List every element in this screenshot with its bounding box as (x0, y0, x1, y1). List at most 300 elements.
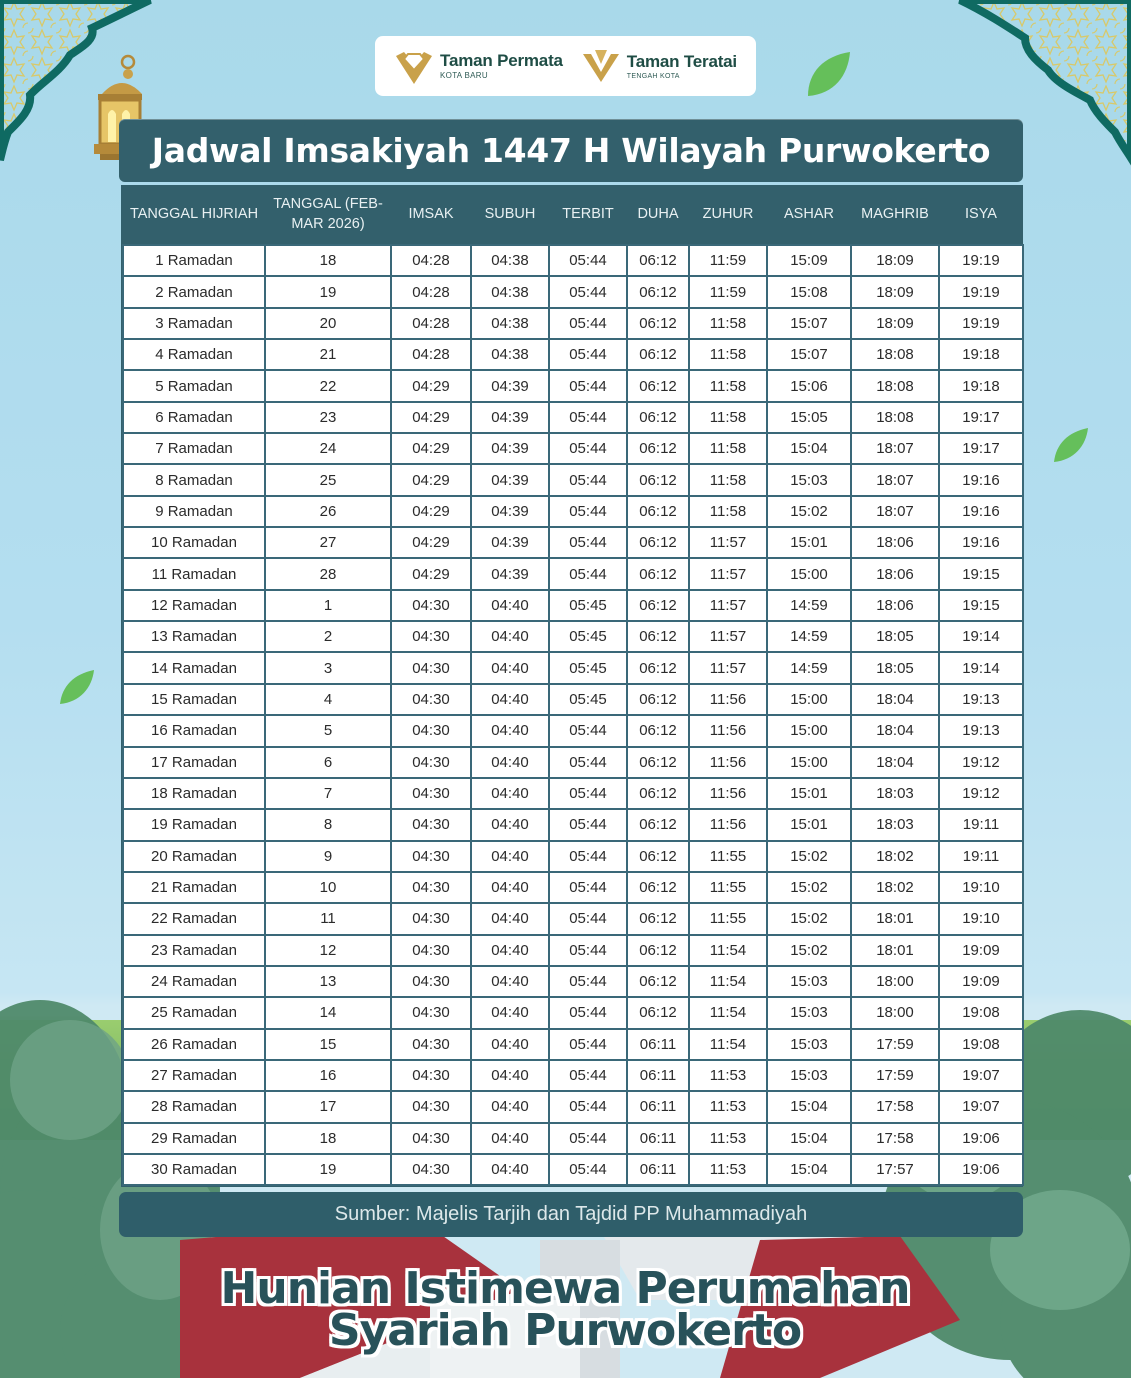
table-cell: 15:00 (767, 684, 851, 715)
table-cell: 11:58 (689, 496, 767, 527)
table-cell: 18:03 (851, 778, 939, 809)
table-cell: 11 (265, 903, 391, 934)
table-cell: 4 Ramadan (123, 339, 265, 370)
brand-logo-card (375, 36, 756, 96)
table-cell: 04:28 (391, 308, 471, 339)
table-cell: 06:12 (627, 684, 689, 715)
table-cell: 04:40 (471, 966, 549, 997)
leaf-icon (804, 48, 854, 100)
table-cell: 19:19 (939, 245, 1023, 276)
table-cell: 04:30 (391, 903, 471, 934)
table-cell: 04:30 (391, 778, 471, 809)
table-cell: 15:01 (767, 809, 851, 840)
table-cell: 11:58 (689, 402, 767, 433)
table-cell: 1 (265, 590, 391, 621)
table-cell: 19:14 (939, 621, 1023, 652)
table-cell: 17 Ramadan (123, 747, 265, 778)
table-cell: 04:39 (471, 370, 549, 401)
table-cell: 17 (265, 1091, 391, 1122)
table-cell: 11:55 (689, 841, 767, 872)
table-cell: 05:44 (549, 747, 627, 778)
table-cell: 18:02 (851, 872, 939, 903)
table-cell: 05:44 (549, 276, 627, 307)
table-cell: 19:06 (939, 1123, 1023, 1154)
table-cell: 9 Ramadan (123, 496, 265, 527)
table-cell: 11:54 (689, 1029, 767, 1060)
table-cell: 05:44 (549, 1091, 627, 1122)
table-cell: 04:29 (391, 527, 471, 558)
table-row (123, 684, 1023, 715)
table-cell: 8 (265, 809, 391, 840)
table-cell: 04:30 (391, 747, 471, 778)
table-cell: 06:12 (627, 652, 689, 683)
table-cell: 7 (265, 778, 391, 809)
table-row (123, 841, 1023, 872)
table-cell: 05:45 (549, 652, 627, 683)
table-cell: 06:12 (627, 339, 689, 370)
table-cell: 06:12 (627, 464, 689, 495)
table-cell: 19:13 (939, 715, 1023, 746)
table-cell: 05:44 (549, 809, 627, 840)
table-cell: 19:12 (939, 747, 1023, 778)
table-cell: 19 (265, 1154, 391, 1185)
table-cell: 05:44 (549, 715, 627, 746)
table-row (123, 339, 1023, 370)
table-cell: 06:12 (627, 370, 689, 401)
table-cell: 17:59 (851, 1029, 939, 1060)
table-cell: 11:57 (689, 527, 767, 558)
table-cell: 11:58 (689, 464, 767, 495)
table-cell: 15:02 (767, 496, 851, 527)
table-cell: 04:40 (471, 841, 549, 872)
table-cell: 18:06 (851, 527, 939, 558)
table-cell: 04:29 (391, 433, 471, 464)
lotus-chevron-logo-icon (581, 46, 621, 86)
table-cell: 11:57 (689, 621, 767, 652)
table-cell: 06:11 (627, 1091, 689, 1122)
table-cell: 16 Ramadan (123, 715, 265, 746)
table-cell: 11 Ramadan (123, 558, 265, 589)
table-cell: 19:07 (939, 1060, 1023, 1091)
table-cell: 18:03 (851, 809, 939, 840)
table-cell: 06:11 (627, 1154, 689, 1185)
table-cell: 04:40 (471, 684, 549, 715)
table-cell: 10 (265, 872, 391, 903)
table-row (123, 433, 1023, 464)
table-cell: 19:12 (939, 778, 1023, 809)
table-cell: 15:07 (767, 308, 851, 339)
table-cell: 3 Ramadan (123, 308, 265, 339)
table-cell: 19:09 (939, 935, 1023, 966)
table-cell: 1 Ramadan (123, 245, 265, 276)
table-cell: 19:13 (939, 684, 1023, 715)
table-cell: 15:07 (767, 339, 851, 370)
table-cell: 05:44 (549, 935, 627, 966)
table-cell: 04:30 (391, 621, 471, 652)
table-cell: 28 Ramadan (123, 1091, 265, 1122)
table-cell: 11:58 (689, 370, 767, 401)
table-cell: 21 (265, 339, 391, 370)
table-cell: 11:53 (689, 1154, 767, 1185)
table-cell: 04:30 (391, 935, 471, 966)
table-cell: 18:04 (851, 747, 939, 778)
table-cell: 24 (265, 433, 391, 464)
table-cell: 19 (265, 276, 391, 307)
table-cell: 04:40 (471, 872, 549, 903)
table-cell: 05:44 (549, 527, 627, 558)
table-cell: 19:16 (939, 464, 1023, 495)
table-cell: 18:00 (851, 966, 939, 997)
table-cell: 15:05 (767, 402, 851, 433)
table-cell: 17:58 (851, 1123, 939, 1154)
table-cell: 12 (265, 935, 391, 966)
table-cell: 19:18 (939, 370, 1023, 401)
table-cell: 19:10 (939, 872, 1023, 903)
table-cell: 6 Ramadan (123, 402, 265, 433)
table-cell: 19:09 (939, 966, 1023, 997)
table-cell: 20 Ramadan (123, 841, 265, 872)
table-cell: 18:07 (851, 464, 939, 495)
table-cell: 4 (265, 684, 391, 715)
table-cell: 15:03 (767, 464, 851, 495)
table-cell: 11:55 (689, 903, 767, 934)
table-cell: 06:12 (627, 841, 689, 872)
table-cell: 05:44 (549, 558, 627, 589)
table-row (123, 245, 1023, 276)
table-cell: 04:40 (471, 652, 549, 683)
table-cell: 17:59 (851, 1060, 939, 1091)
column-header: SUBUH (471, 185, 549, 245)
table-cell: 06:12 (627, 496, 689, 527)
table-cell: 04:30 (391, 1154, 471, 1185)
table-cell: 04:40 (471, 1029, 549, 1060)
table-cell: 22 (265, 370, 391, 401)
table-cell: 06:12 (627, 872, 689, 903)
table-cell: 19:17 (939, 402, 1023, 433)
table-cell: 19:15 (939, 590, 1023, 621)
table-cell: 04:40 (471, 809, 549, 840)
tagline-line-2: Syariah Purwokerto (328, 1305, 802, 1356)
table-cell: 11:58 (689, 433, 767, 464)
table-cell: 15:00 (767, 558, 851, 589)
table-row (123, 1154, 1023, 1185)
table-cell: 05:44 (549, 1123, 627, 1154)
tagline (150, 1263, 980, 1356)
table-cell: 06:12 (627, 558, 689, 589)
table-cell: 05:45 (549, 621, 627, 652)
column-header: ZUHUR (689, 185, 767, 245)
table-cell: 04:39 (471, 558, 549, 589)
table-cell: 05:44 (549, 966, 627, 997)
table-cell: 18:06 (851, 558, 939, 589)
table-cell: 18:07 (851, 496, 939, 527)
table-cell: 04:40 (471, 1123, 549, 1154)
table-row (123, 652, 1023, 683)
table-cell: 20 (265, 308, 391, 339)
table-cell: 23 Ramadan (123, 935, 265, 966)
table-cell: 11:53 (689, 1123, 767, 1154)
table-cell: 25 Ramadan (123, 997, 265, 1028)
table-cell: 04:30 (391, 841, 471, 872)
column-header: IMSAK (391, 185, 471, 245)
table-cell: 04:30 (391, 652, 471, 683)
table-row (123, 935, 1023, 966)
table-cell: 15:09 (767, 245, 851, 276)
table-cell: 06:12 (627, 935, 689, 966)
table-cell: 16 (265, 1060, 391, 1091)
table-cell: 05:45 (549, 590, 627, 621)
table-cell: 19:06 (939, 1154, 1023, 1185)
table-cell: 19:19 (939, 308, 1023, 339)
page-title: Jadwal Imsakiyah 1447 H Wilayah Purwokerto (151, 131, 991, 170)
table-cell: 04:29 (391, 558, 471, 589)
table-cell: 05:44 (549, 903, 627, 934)
table-cell: 19 Ramadan (123, 809, 265, 840)
column-header: TANGGAL (FEB-MAR 2026) (265, 185, 391, 245)
table-cell: 15:02 (767, 935, 851, 966)
table-cell: 04:30 (391, 966, 471, 997)
brand-name: Taman Permata (440, 51, 563, 70)
table-cell: 11:54 (689, 997, 767, 1028)
table-cell: 04:30 (391, 997, 471, 1028)
table-cell: 06:12 (627, 527, 689, 558)
table-cell: 14 (265, 997, 391, 1028)
table-cell: 06:11 (627, 1060, 689, 1091)
table-row (123, 1091, 1023, 1122)
imsakiyah-table (121, 185, 1023, 1187)
table-cell: 11:54 (689, 966, 767, 997)
table-cell: 04:40 (471, 621, 549, 652)
table-cell: 04:29 (391, 370, 471, 401)
table-cell: 04:38 (471, 276, 549, 307)
table-cell: 05:44 (549, 1029, 627, 1060)
table-cell: 04:29 (391, 402, 471, 433)
table-cell: 18:04 (851, 715, 939, 746)
leaf-icon (1052, 426, 1090, 464)
table-row (123, 370, 1023, 401)
table-cell: 04:38 (471, 245, 549, 276)
table-cell: 30 Ramadan (123, 1154, 265, 1185)
table-cell: 04:40 (471, 1060, 549, 1091)
table-cell: 04:38 (471, 339, 549, 370)
table-cell: 04:39 (471, 496, 549, 527)
table-cell: 06:12 (627, 715, 689, 746)
table-cell: 15:04 (767, 1091, 851, 1122)
table-cell: 05:44 (549, 1154, 627, 1185)
table-body (123, 245, 1023, 1185)
table-cell: 04:40 (471, 1154, 549, 1185)
table-cell: 11:54 (689, 935, 767, 966)
table-cell: 7 Ramadan (123, 433, 265, 464)
table-cell: 04:30 (391, 715, 471, 746)
table-cell: 15:01 (767, 527, 851, 558)
table-cell: 18:01 (851, 903, 939, 934)
table-cell: 05:44 (549, 339, 627, 370)
table-cell: 18:06 (851, 590, 939, 621)
table-row (123, 809, 1023, 840)
table-cell: 04:40 (471, 778, 549, 809)
table-cell: 04:28 (391, 276, 471, 307)
table-cell: 06:12 (627, 809, 689, 840)
table-row (123, 747, 1023, 778)
table-cell: 04:40 (471, 715, 549, 746)
table-cell: 06:12 (627, 903, 689, 934)
table-cell: 21 Ramadan (123, 872, 265, 903)
table-cell: 15 (265, 1029, 391, 1060)
table-row (123, 872, 1023, 903)
table-row (123, 1123, 1023, 1154)
source-bar (119, 1192, 1023, 1237)
table-cell: 2 (265, 621, 391, 652)
table-cell: 18:05 (851, 652, 939, 683)
table-cell: 18:08 (851, 370, 939, 401)
table-cell: 05:44 (549, 308, 627, 339)
table-cell: 04:39 (471, 402, 549, 433)
table-cell: 18:02 (851, 841, 939, 872)
table-cell: 04:39 (471, 464, 549, 495)
table-cell: 29 Ramadan (123, 1123, 265, 1154)
table-cell: 18:05 (851, 621, 939, 652)
table-cell: 05:44 (549, 1060, 627, 1091)
table-cell: 19:16 (939, 527, 1023, 558)
table-cell: 11:53 (689, 1060, 767, 1091)
table-cell: 05:44 (549, 841, 627, 872)
table-cell: 06:12 (627, 245, 689, 276)
table-cell: 2 Ramadan (123, 276, 265, 307)
table-cell: 11:58 (689, 339, 767, 370)
table-row (123, 527, 1023, 558)
table-cell: 15:04 (767, 433, 851, 464)
table-cell: 15:00 (767, 747, 851, 778)
table-cell: 5 (265, 715, 391, 746)
table-cell: 19:08 (939, 1029, 1023, 1060)
table-cell: 06:11 (627, 1123, 689, 1154)
table-cell: 06:12 (627, 747, 689, 778)
table-cell: 04:30 (391, 1060, 471, 1091)
table-row (123, 715, 1023, 746)
table-cell: 04:30 (391, 1123, 471, 1154)
table-cell: 11:56 (689, 747, 767, 778)
table-row (123, 621, 1023, 652)
table-cell: 23 (265, 402, 391, 433)
table-cell: 11:59 (689, 245, 767, 276)
table-cell: 06:12 (627, 276, 689, 307)
table-cell: 04:30 (391, 1091, 471, 1122)
table-cell: 05:44 (549, 997, 627, 1028)
table-cell: 11:57 (689, 558, 767, 589)
table-cell: 06:12 (627, 997, 689, 1028)
table-cell: 06:11 (627, 1029, 689, 1060)
brand-subtitle: TENGAH KOTA (626, 72, 680, 80)
table-cell: 17:57 (851, 1154, 939, 1185)
table-row (123, 1060, 1023, 1091)
table-cell: 17:58 (851, 1091, 939, 1122)
table-cell: 15:02 (767, 903, 851, 934)
title-bar (119, 119, 1023, 182)
table-cell: 22 Ramadan (123, 903, 265, 934)
table-cell: 19:07 (939, 1091, 1023, 1122)
column-header: TERBIT (549, 185, 627, 245)
table-cell: 25 (265, 464, 391, 495)
table-cell: 04:40 (471, 935, 549, 966)
table-cell: 06:12 (627, 778, 689, 809)
table-cell: 15:06 (767, 370, 851, 401)
table-cell: 11:56 (689, 809, 767, 840)
table-cell: 5 Ramadan (123, 370, 265, 401)
table-cell: 18:09 (851, 308, 939, 339)
table-row (123, 966, 1023, 997)
table-row (123, 778, 1023, 809)
table-cell: 26 Ramadan (123, 1029, 265, 1060)
table-cell: 04:29 (391, 496, 471, 527)
table-cell: 8 Ramadan (123, 464, 265, 495)
table-cell: 11:56 (689, 715, 767, 746)
table-cell: 3 (265, 652, 391, 683)
table-cell: 05:45 (549, 684, 627, 715)
table-cell: 27 (265, 527, 391, 558)
table-cell: 06:12 (627, 402, 689, 433)
table-cell: 15 Ramadan (123, 684, 265, 715)
table-row (123, 464, 1023, 495)
table-cell: 15:04 (767, 1154, 851, 1185)
table-cell: 15:03 (767, 966, 851, 997)
column-header: TANGGAL HIJRIAH (123, 185, 265, 245)
table-cell: 11:57 (689, 590, 767, 621)
table-cell: 15:03 (767, 997, 851, 1028)
table-cell: 06:12 (627, 590, 689, 621)
table-cell: 05:44 (549, 370, 627, 401)
table-cell: 04:30 (391, 684, 471, 715)
table-cell: 06:12 (627, 621, 689, 652)
table-cell: 15:08 (767, 276, 851, 307)
source-text: Sumber: Majelis Tarjih dan Tajdid PP Muhammadiyah (334, 1203, 808, 1225)
table-cell: 05:44 (549, 778, 627, 809)
table-cell: 11:59 (689, 276, 767, 307)
table-cell: 19:17 (939, 433, 1023, 464)
table-cell: 26 (265, 496, 391, 527)
table-cell: 04:30 (391, 590, 471, 621)
table-cell: 04:40 (471, 903, 549, 934)
table-cell: 05:44 (549, 245, 627, 276)
table-row (123, 402, 1023, 433)
table-cell: 05:44 (549, 872, 627, 903)
table-cell: 11:56 (689, 778, 767, 809)
table-cell: 14 Ramadan (123, 652, 265, 683)
table-cell: 05:44 (549, 433, 627, 464)
table-cell: 19:18 (939, 339, 1023, 370)
table-cell: 18:08 (851, 339, 939, 370)
table-cell: 06:12 (627, 308, 689, 339)
table-cell: 11:55 (689, 872, 767, 903)
table-cell: 11:53 (689, 1091, 767, 1122)
column-header: ISYA (939, 185, 1023, 245)
table-cell: 28 (265, 558, 391, 589)
brand-name: Taman Teratai (626, 51, 737, 71)
table-cell: 27 Ramadan (123, 1060, 265, 1091)
table-cell: 15:03 (767, 1060, 851, 1091)
leaf-icon (58, 668, 96, 706)
table-cell: 18 Ramadan (123, 778, 265, 809)
diamond-chevron-logo-icon (394, 46, 434, 86)
table-cell: 19:15 (939, 558, 1023, 589)
table-cell: 11:58 (689, 308, 767, 339)
table-cell: 13 Ramadan (123, 621, 265, 652)
table-cell: 04:30 (391, 872, 471, 903)
table-cell: 04:29 (391, 464, 471, 495)
table-cell: 04:28 (391, 339, 471, 370)
table-row (123, 997, 1023, 1028)
table-row (123, 590, 1023, 621)
